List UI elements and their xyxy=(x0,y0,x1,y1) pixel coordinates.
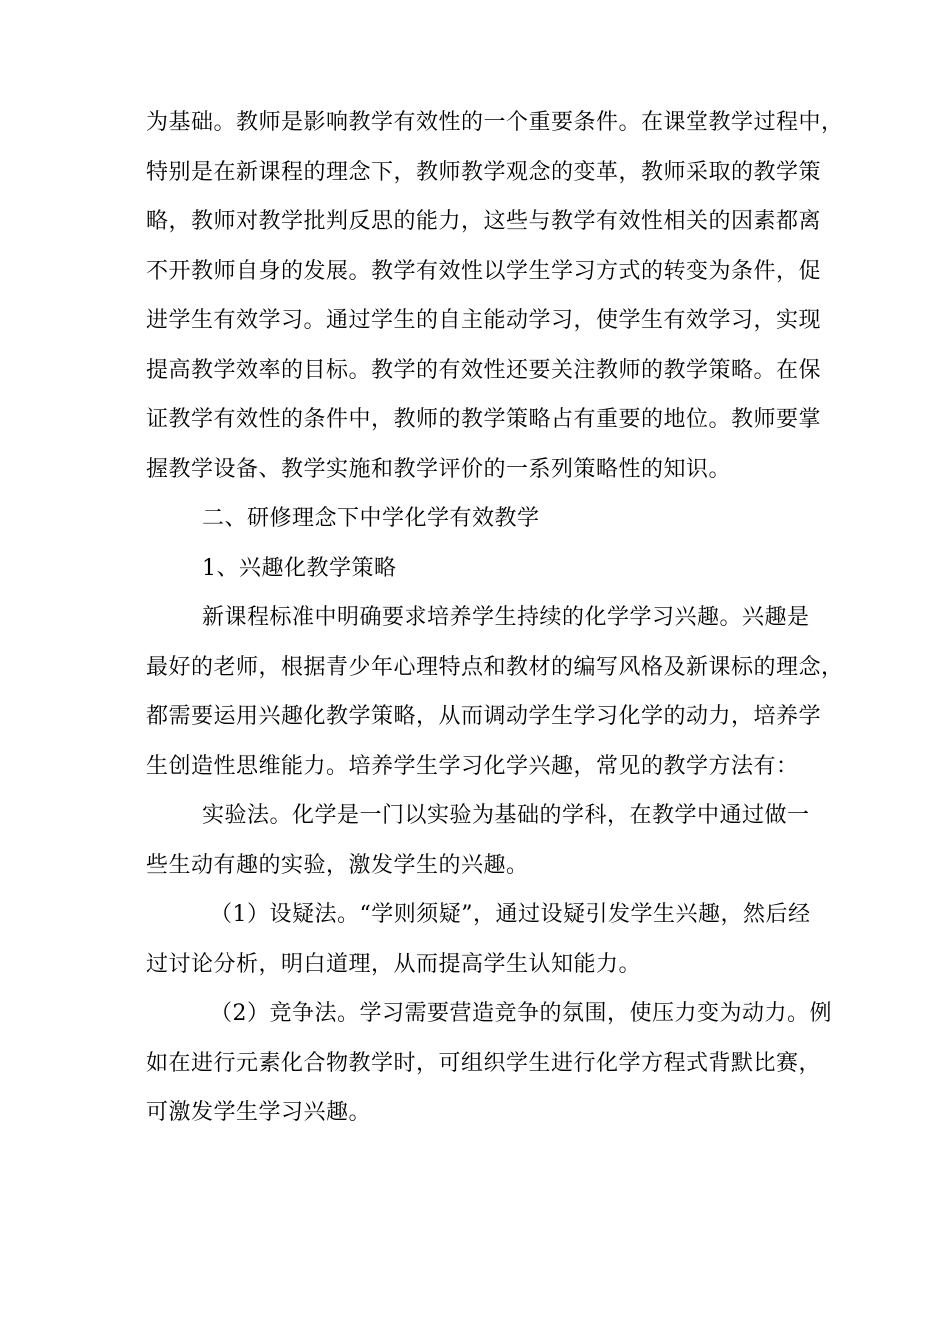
list-item-line: 过讨论分析，明白道理，从而提高学生认知能力。 xyxy=(146,951,642,977)
list-item-line: （1）设疑法。“学则须疑”，通过设疑引发学生兴趣，然后经 xyxy=(210,902,811,927)
paragraph-line: 进学生有效学习。通过学生的自主能动学习，使学生有效学习，实现 xyxy=(146,308,822,333)
paragraph-line: 实验法。化学是一门以实验为基础的学科，在教学中通过做一 xyxy=(202,803,810,828)
paragraph-line: 提高教学效率的目标。教学的有效性还要关注教师的教学策略。在保 xyxy=(146,357,822,383)
list-item-line: 可激发学生学习兴趣。 xyxy=(146,1100,372,1125)
paragraph-line: 最好的老师，根据青少年心理特点和教材的编写风格及新课标的理念， xyxy=(146,654,844,680)
list-item-line: （2）竞争法。学习需要营造竞争的氛围，使压力变为动力。例 xyxy=(210,1001,832,1026)
list-item-line: 如在进行元素化合物教学时，可组织学生进行化学方程式背默比赛， xyxy=(146,1050,822,1076)
paragraph-line: 都需要运用兴趣化教学策略，从而调动学生学习化学的动力，培养学 xyxy=(146,704,822,729)
paragraph-line: 些生动有趣的实验，激发学生的兴趣。 xyxy=(146,852,529,878)
paragraph-line: 证教学有效性的条件中，教师的教学策略占有重要的地位。教师要掌 xyxy=(146,407,822,432)
section-heading: 二、研修理念下中学化学有效教学 xyxy=(202,506,540,531)
paragraph-line: 略，教师对教学批判反思的能力，这些与教学有效性相关的因素都离 xyxy=(146,209,822,234)
document-page xyxy=(146,98,844,1138)
paragraph-line: 特别是在新课程的理念下，教师教学观念的变革，教师采取的教学策 xyxy=(146,159,822,185)
subsection-heading: 1、兴趣化教学策略 xyxy=(202,555,397,581)
paragraph-line: 生创造性思维能力。培养学生学习化学兴趣，常见的教学方法有： xyxy=(146,753,799,779)
paragraph-line: 握教学设备、教学实施和教学评价的一系列策略性的知识。 xyxy=(146,456,732,482)
paragraph-line: 为基础。教师是影响教学有效性的一个重要条件。在课堂教学过程中， xyxy=(146,110,844,135)
paragraph-line: 不开教师自身的发展。教学有效性以学生学习方式的转变为条件，促 xyxy=(146,258,822,284)
paragraph-line: 新课程标准中明确要求培养学生持续的化学学习兴趣。兴趣是 xyxy=(202,605,810,630)
